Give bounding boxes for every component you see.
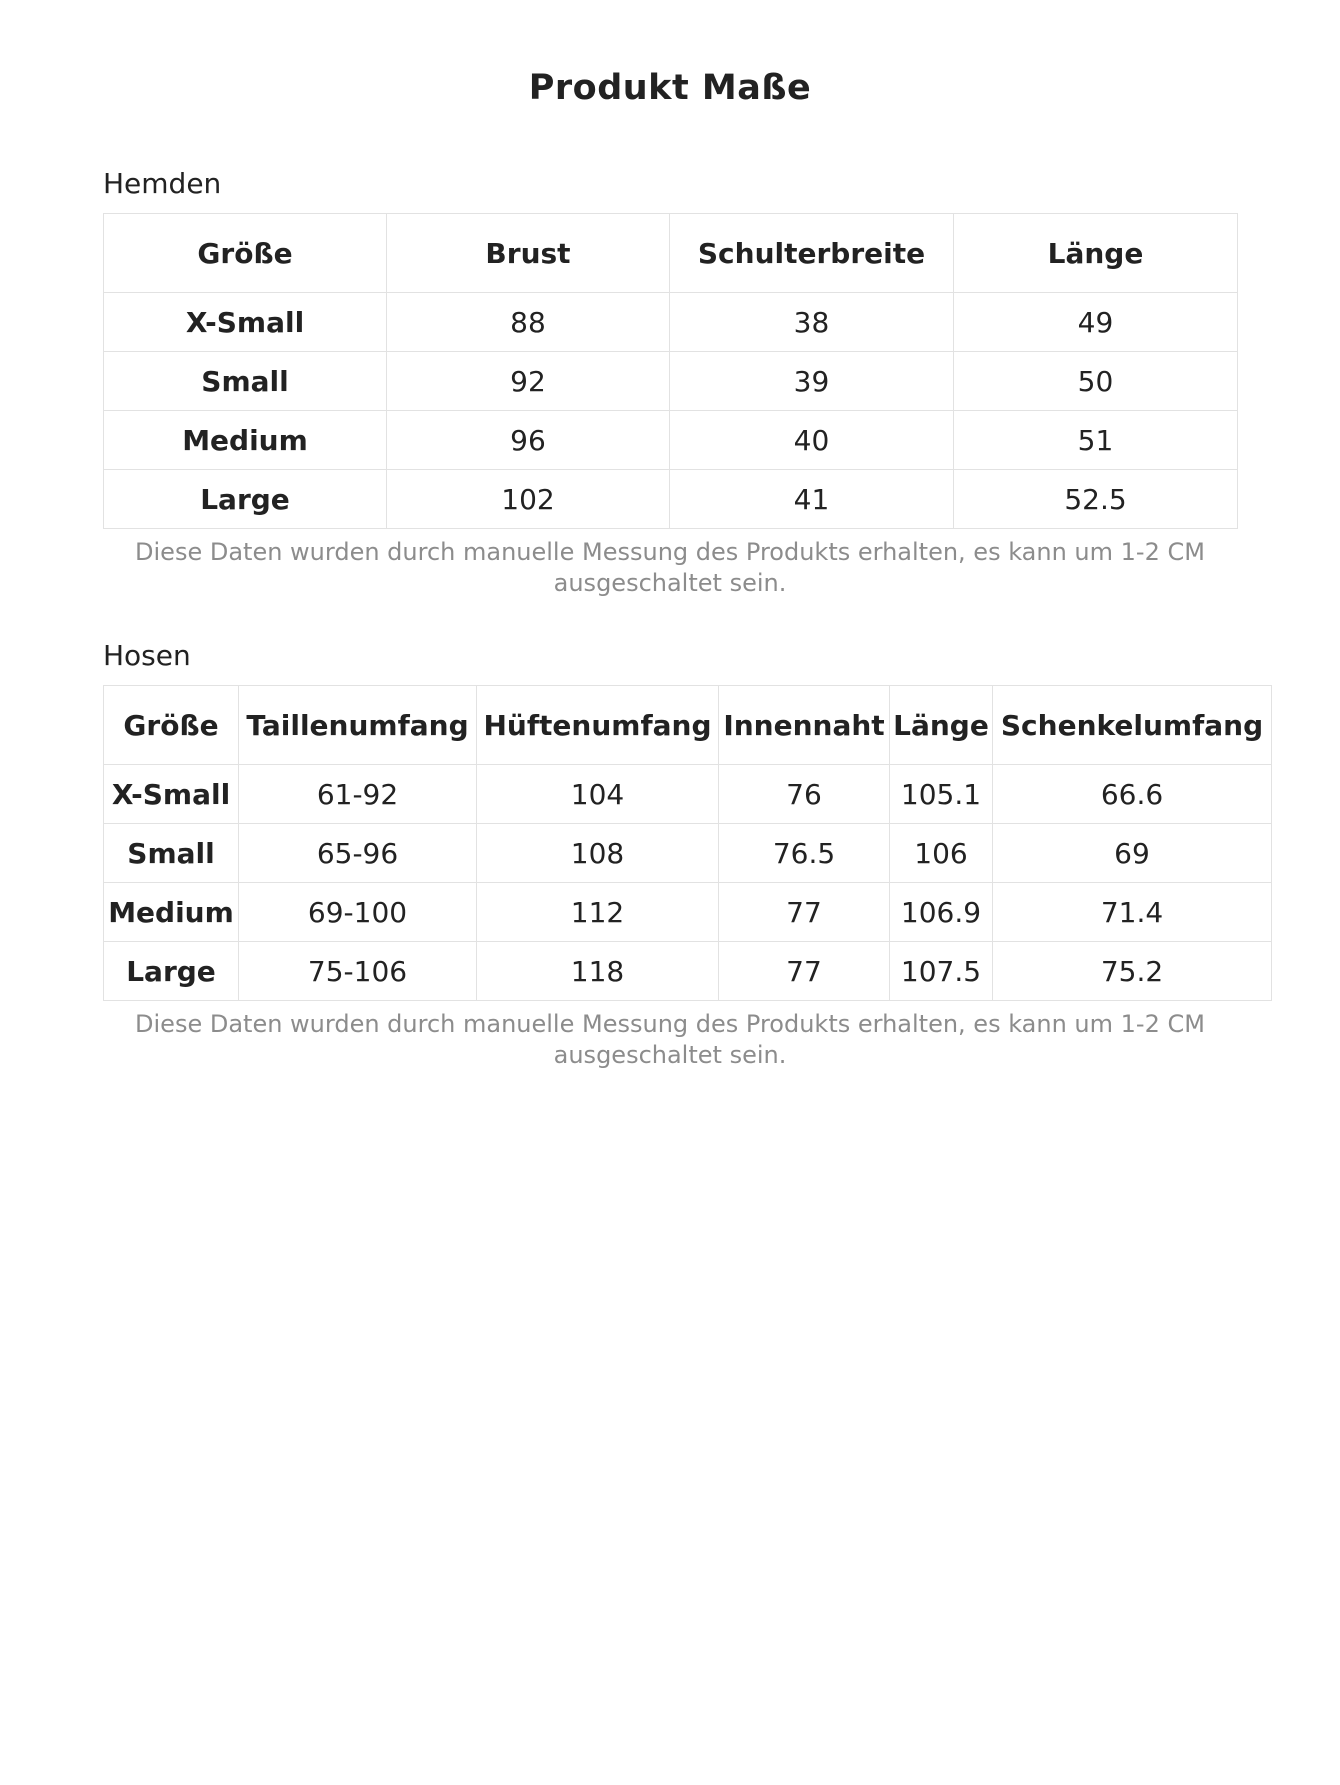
table-row bbox=[104, 765, 1272, 824]
value-cell: 77 bbox=[719, 883, 890, 942]
column-header-chest: Brust bbox=[387, 214, 670, 293]
column-header-waist: Taillenumfang bbox=[239, 686, 477, 765]
value-cell: 75.2 bbox=[993, 942, 1272, 1001]
value-cell: 51 bbox=[954, 411, 1238, 470]
value-cell: 49 bbox=[954, 293, 1238, 352]
page-title: Produkt Maße bbox=[528, 68, 812, 108]
table-row bbox=[104, 824, 1272, 883]
value-cell: 66.6 bbox=[993, 765, 1272, 824]
note-line: ausgeschaltet sein. bbox=[553, 569, 787, 597]
table-header-row bbox=[104, 686, 1272, 765]
column-header-length: Länge bbox=[954, 214, 1238, 293]
section-label-shirts: Hemden bbox=[103, 167, 222, 200]
table-row bbox=[104, 883, 1272, 942]
value-cell: 76 bbox=[719, 765, 890, 824]
table-row bbox=[104, 293, 1238, 352]
value-cell: 65-96 bbox=[239, 824, 477, 883]
value-cell: 106.9 bbox=[890, 883, 993, 942]
value-cell: 88 bbox=[387, 293, 670, 352]
size-cell: Large bbox=[104, 470, 387, 529]
column-header-shoulder-width: Schulterbreite bbox=[670, 214, 954, 293]
column-header-hip: Hüftenumfang bbox=[477, 686, 719, 765]
value-cell: 69 bbox=[993, 824, 1272, 883]
section-label-pants: Hosen bbox=[103, 639, 191, 672]
size-cell: Medium bbox=[104, 411, 387, 470]
value-cell: 38 bbox=[670, 293, 954, 352]
value-cell: 76.5 bbox=[719, 824, 890, 883]
value-cell: 52.5 bbox=[954, 470, 1238, 529]
size-cell: Large bbox=[104, 942, 239, 1001]
table-row bbox=[104, 470, 1238, 529]
column-header-inseam: Innennaht bbox=[719, 686, 890, 765]
value-cell: 39 bbox=[670, 352, 954, 411]
column-header-thigh: Schenkelumfang bbox=[993, 686, 1272, 765]
column-header-size: Größe bbox=[104, 214, 387, 293]
table-row bbox=[104, 942, 1272, 1001]
value-cell: 112 bbox=[477, 883, 719, 942]
pants-size-table bbox=[103, 685, 1272, 1001]
table-row bbox=[104, 352, 1238, 411]
table-row bbox=[104, 411, 1238, 470]
value-cell: 77 bbox=[719, 942, 890, 1001]
table-header-row bbox=[104, 214, 1238, 293]
value-cell: 71.4 bbox=[993, 883, 1272, 942]
note-line: Diese Daten wurden durch manuelle Messung des Produkts erhalten, es kann um 1-2 CM bbox=[135, 538, 1205, 566]
value-cell: 118 bbox=[477, 942, 719, 1001]
value-cell: 96 bbox=[387, 411, 670, 470]
size-cell: Small bbox=[104, 824, 239, 883]
value-cell: 50 bbox=[954, 352, 1238, 411]
value-cell: 69-100 bbox=[239, 883, 477, 942]
value-cell: 61-92 bbox=[239, 765, 477, 824]
value-cell: 102 bbox=[387, 470, 670, 529]
note-line: Diese Daten wurden durch manuelle Messung des Produkts erhalten, es kann um 1-2 CM bbox=[135, 1010, 1205, 1038]
size-cell: X-Small bbox=[104, 293, 387, 352]
value-cell: 105.1 bbox=[890, 765, 993, 824]
value-cell: 106 bbox=[890, 824, 993, 883]
value-cell: 75-106 bbox=[239, 942, 477, 1001]
value-cell: 41 bbox=[670, 470, 954, 529]
size-cell: Small bbox=[104, 352, 387, 411]
note-line: ausgeschaltet sein. bbox=[553, 1041, 787, 1069]
size-cell: Medium bbox=[104, 883, 239, 942]
value-cell: 107.5 bbox=[890, 942, 993, 1001]
value-cell: 104 bbox=[477, 765, 719, 824]
value-cell: 40 bbox=[670, 411, 954, 470]
column-header-length: Länge bbox=[890, 686, 993, 765]
size-cell: X-Small bbox=[104, 765, 239, 824]
value-cell: 108 bbox=[477, 824, 719, 883]
measurement-note-pants bbox=[0, 1009, 1340, 1071]
column-header-size: Größe bbox=[104, 686, 239, 765]
value-cell: 92 bbox=[387, 352, 670, 411]
measurement-note-shirts bbox=[0, 537, 1340, 599]
shirts-size-table bbox=[103, 213, 1238, 529]
